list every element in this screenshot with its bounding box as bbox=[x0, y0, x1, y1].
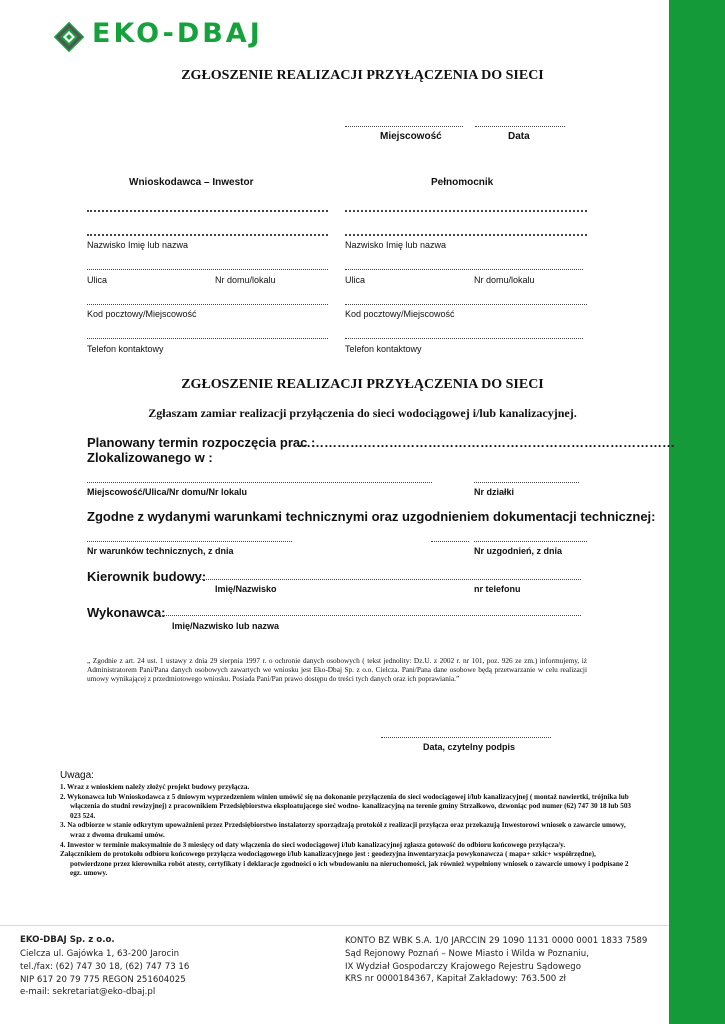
proxy-postal-field[interactable] bbox=[345, 304, 587, 305]
manager-name-label: Imię/Nazwisko bbox=[215, 584, 277, 594]
proxy-name-label: Nazwisko Imię lub nazwa bbox=[345, 240, 447, 250]
footer-left-line: tel./fax: (62) 747 30 18, (62) 747 73 16 bbox=[20, 961, 190, 972]
parcel-label: Nr działki bbox=[474, 487, 515, 497]
brand-name: EKO-DBAJ bbox=[92, 18, 263, 49]
applicant-line-2[interactable] bbox=[87, 234, 328, 236]
proxy-header: Pełnomocnik bbox=[431, 177, 494, 188]
location-field[interactable] bbox=[87, 482, 432, 483]
footer-company: EKO-DBAJ Sp. z o.o. bbox=[20, 935, 115, 945]
proxy-line-2[interactable] bbox=[345, 234, 587, 236]
proxy-line-1[interactable] bbox=[345, 210, 587, 212]
conformity-statement: Zgodne z wydanymi warunkami technicznymi oraz uzgodnieniem dokumentacji technicznej: bbox=[87, 509, 656, 524]
footer-left-line: Cielcza ul. Gajówka 1, 63-200 Jarocin bbox=[20, 949, 180, 959]
notes-heading: Uwaga: bbox=[60, 770, 94, 781]
applicant-line-1[interactable] bbox=[87, 210, 328, 212]
place-label: Miejscowość bbox=[380, 131, 442, 142]
proxy-phone-label: Telefon kontaktowy bbox=[345, 344, 422, 354]
intent-statement: Zgłaszam zamiar realizacji przyłączenia do sieci wodociągowej i/lub kanalizacyjnej. bbox=[148, 406, 577, 420]
signature-label: Data, czytelny podpis bbox=[423, 742, 516, 752]
footer-right-line: Sąd Rejonowy Poznań – Nowe Miasto i Wilda w Poznaniu, bbox=[345, 948, 589, 959]
conditions-label: Nr warunków technicznych, z dnia bbox=[87, 546, 234, 556]
eko-dbaj-logo-icon bbox=[52, 20, 86, 54]
agreement-label: Nr uzgodnień, z dnia bbox=[474, 546, 562, 556]
parcel-field[interactable] bbox=[474, 482, 579, 483]
manager-phone-label: nr telefonu bbox=[474, 584, 521, 594]
signature-field[interactable] bbox=[381, 737, 551, 738]
proxy-street-field[interactable] bbox=[345, 269, 583, 270]
footer-right-line: IX Wydział Gospodarczy Krajowego Rejestru Sądowego bbox=[345, 961, 582, 972]
footer-right-line: KRS nr 0000184367, Kapitał Zakładowy: 763.500 zł bbox=[345, 974, 566, 985]
start-date-label: Planowany termin rozpoczęcia prac : bbox=[87, 435, 316, 450]
start-date-field[interactable]: …………………………………………………………………………… bbox=[298, 435, 675, 450]
footer-registry-block bbox=[345, 935, 647, 986]
footer-left-line: NIP 617 20 79 775 REGON 251604025 bbox=[20, 974, 186, 985]
note-item: 1. Wraz z wnioskiem należy złożyć projekt budowy przyłącza. bbox=[60, 783, 250, 791]
place-field[interactable] bbox=[345, 126, 463, 127]
footer-email[interactable]: e-mail: sekretariat@eko-dbaj.pl bbox=[20, 987, 156, 998]
applicant-phone-label: Telefon kontaktowy bbox=[87, 344, 164, 354]
note-item: 3. Na odbiorze w stanie odkrytym upoważnieni przez Przedsiębiorstwo instalatorzy sporządzają protokół z realizacji przyłącza oraz przekazują Inwestorowi wniosek o zawarcie umowy, wraz z dwoma drukami umów. bbox=[60, 821, 626, 839]
proxy-street-label: Ulica bbox=[345, 275, 366, 285]
proxy-house-label: Nr domu/lokalu bbox=[474, 275, 535, 285]
applicant-name-label: Nazwisko Imię lub nazwa bbox=[87, 240, 189, 250]
notes-list bbox=[60, 783, 632, 879]
conditions-extra-field[interactable] bbox=[431, 541, 469, 542]
located-label: Zlokalizowanego w : bbox=[87, 450, 213, 465]
applicant-header: Wnioskodawca – Inwestor bbox=[129, 177, 254, 188]
applicant-street-label: Ulica bbox=[87, 275, 108, 285]
gdpr-clause: „ Zgodnie z art. 24 ust. 1 ustawy z dnia 29 sierpnia 1997 r. o ochronie danych osobowych ( tekst jednolity: Dz.U. z 2002 r. nr 101, poz. 926 ze zm.) informujemy, iż Administratorem Pani/Pana danych osobowych zawartych we wniosku jest Eko-Dbaj Sp. z o.o. Cielcza. Pani/Pana dane osobowe będą przetwarzanie w celu realizacji umowy wynikającej z przedmiotowego wniosku. Posiada Pani/Pan prawo dostępu do treści tych danych oraz ich poprawiania.” bbox=[87, 656, 587, 683]
note-item: 4. Inwestor w terminie maksymalnie do 3 miesięcy od daty włączenia do sieci wodociągowej i/lub kanalizacyjnej zgłasza gotowość do odbioru końcowego przyłącza/y. bbox=[60, 840, 566, 849]
location-label: Miejscowość/Ulica/Nr domu/Nr lokalu bbox=[87, 487, 248, 497]
contractor-label: Wykonawca: bbox=[87, 605, 166, 620]
contractor-field[interactable] bbox=[159, 615, 581, 616]
agreement-field[interactable] bbox=[474, 541, 587, 542]
conditions-field[interactable] bbox=[87, 541, 292, 542]
green-sidebar-band bbox=[669, 0, 725, 1024]
date-label: Data bbox=[508, 131, 530, 142]
footer-divider bbox=[0, 925, 669, 926]
applicant-postal-field[interactable] bbox=[87, 304, 328, 305]
manager-field[interactable] bbox=[197, 579, 581, 580]
note-item: 2. Wykonawca lub Wnioskodawca z 5 dniowym wyprzedzeniem winien umówić się na dokonanie przyłączenia do sieci wodociągowej i/lub kanalizacyjnej ( montaż nawiertki, trójnika lub włączenia do studni rewizyjnej) z pracownikiem Przedsiębiorstwa eksploatującego sieć wodno- kanalizacyjną na terenie gminy Strzałkowo, dzwoniąc pod numer (62) 747 30 18 lub 503 023 524. bbox=[60, 792, 632, 820]
applicant-phone-field[interactable] bbox=[87, 338, 328, 339]
applicant-postal-label: Kod pocztowy/Miejscowość bbox=[87, 309, 197, 319]
footer-address-block bbox=[20, 948, 189, 999]
proxy-postal-label: Kod pocztowy/Miejscowość bbox=[345, 309, 455, 319]
proxy-phone-field[interactable] bbox=[345, 338, 583, 339]
note-item: Załącznikiem do protokołu odbioru końcowego przyłącza wodociągowego i/lub kanalizacyjnego jest : geodezyjna inwentaryzacja powykonawcza ( mapa+ szkic+ współrzędne), potwierdzone przez kierownika robót atesty, certyfikaty i deklaracje zgodności o ich wbudowaniu na nieruchomości, jak również wypełniony wniosek o zawarcie umowy i podpisane 2 egz. umowy. bbox=[60, 850, 629, 878]
contractor-name-label: Imię/Nazwisko lub nazwa bbox=[172, 621, 280, 631]
applicant-house-label: Nr domu/lokalu bbox=[215, 275, 276, 285]
manager-label: Kierownik budowy: bbox=[87, 569, 207, 584]
footer-right-line: KONTO BZ WBK S.A. 1/0 JARCCIN 29 1090 1131 0000 0001 1833 7589 bbox=[345, 936, 648, 946]
document-title: ZGŁOSZENIE REALIZACJI PRZYŁĄCZENIA DO SIECI bbox=[181, 68, 544, 83]
date-field[interactable] bbox=[475, 126, 565, 127]
applicant-street-field[interactable] bbox=[87, 269, 328, 270]
section-title: ZGŁOSZENIE REALIZACJI PRZYŁĄCZENIA DO SIECI bbox=[181, 377, 544, 392]
